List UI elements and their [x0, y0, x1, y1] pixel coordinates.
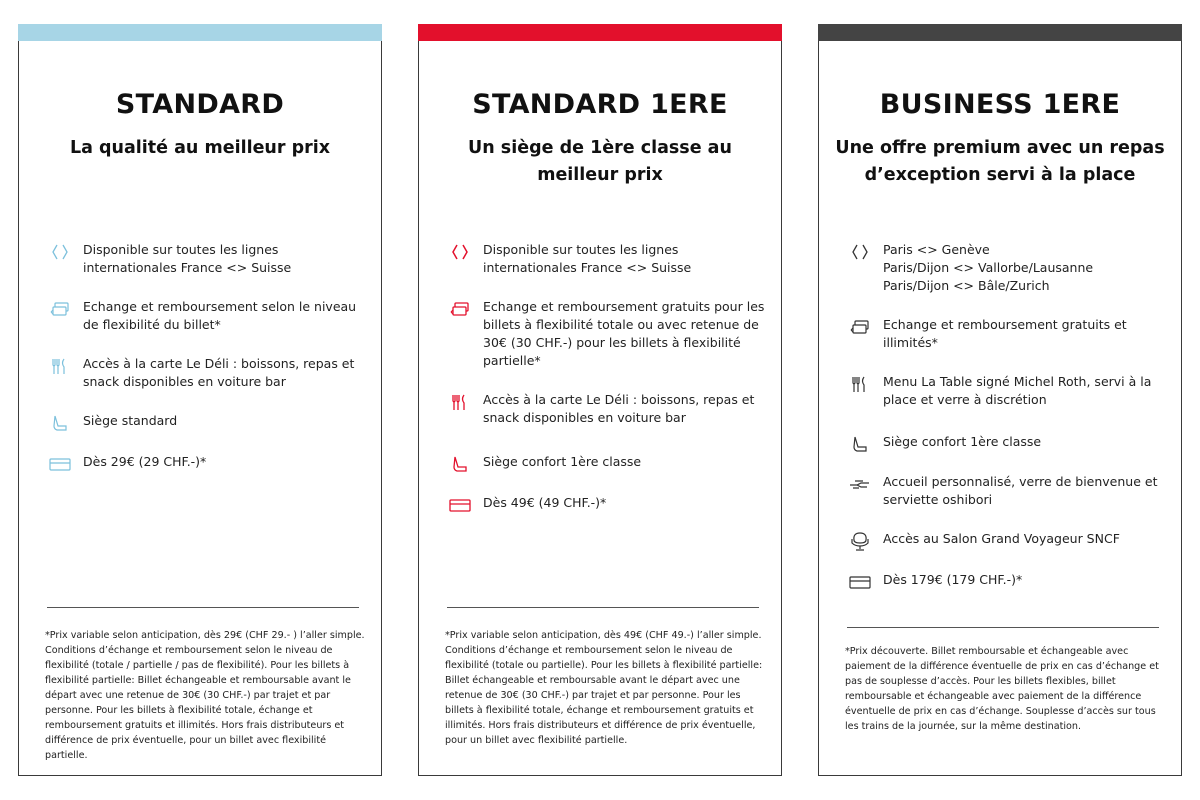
- card-subtitle: Un siège de 1ère classe au meilleur prix: [468, 138, 732, 185]
- feature-item: [449, 494, 765, 516]
- feature-text: Siège confort 1ère classe: [883, 434, 1042, 449]
- card-title: STANDARD 1ERE: [472, 89, 728, 120]
- chevrons-icon: [849, 241, 871, 263]
- divider: [447, 607, 759, 608]
- seat-icon: [449, 453, 471, 475]
- feature-text: Accès à la carte Le Déli : boissons, repas et snack disponibles en voiture bar: [83, 356, 355, 389]
- feature-item: [849, 241, 1165, 295]
- footnote: *Prix variable selon anticipation, dès 29€ (CHF 29.- ) l’aller simple. Conditions d’échange et remboursement selon le niveau de flexibilité (totale / partielle / pas de flexibilité). Pour les billets à flexibilité partielle: Billet échangeable et remboursable avant le départ avec une retenue de 30€ (30 CHF.-) par trajet et par personne. Pour les billets à flexibilité totale, échange et remboursement gratuits et illimités. Hors frais distributeurs et différence de prix éventuelle, pour un billet avec flexibilité partielle.: [45, 630, 365, 761]
- seat-icon: [49, 412, 71, 434]
- lounge-chair-icon: [849, 530, 871, 552]
- feature-text: Dès 179€ (179 CHF.-)*: [883, 572, 1023, 587]
- feature-text: Siège standard: [83, 413, 178, 428]
- card-title: BUSINESS 1ERE: [879, 89, 1121, 120]
- ticket-exchange-icon: [49, 298, 71, 320]
- feature-item: [449, 453, 765, 475]
- offer-card-standard-1ere: [418, 24, 782, 776]
- feature-item: [449, 241, 765, 277]
- feature-item: [849, 571, 1165, 593]
- feature-item: [49, 355, 365, 391]
- feature-item: [849, 530, 1165, 552]
- cutlery-icon: [49, 355, 71, 377]
- feature-text: Echange et remboursement selon le niveau de flexibilité du billet*: [83, 299, 357, 332]
- chevrons-icon: [49, 241, 71, 263]
- feature-item: [849, 433, 1165, 455]
- feature-text: Echange et remboursement gratuits et illimités*: [883, 317, 1127, 350]
- offer-card-standard: [18, 24, 382, 776]
- feature-item: [49, 453, 365, 475]
- feature-text: Accès au Salon Grand Voyageur SNCF: [883, 531, 1120, 546]
- feature-item: [849, 473, 1165, 509]
- feature-item: [849, 316, 1165, 352]
- feature-item: [449, 298, 765, 370]
- ticket-exchange-icon: [849, 316, 871, 338]
- feature-text: Accueil personnalisé, verre de bienvenue et serviette oshibori: [883, 474, 1158, 507]
- feature-text: Dès 29€ (29 CHF.-)*: [83, 454, 207, 469]
- divider: [847, 627, 1159, 628]
- feature-text: Menu La Table signé Michel Roth, servi à la place et verre à discrétion: [883, 374, 1152, 407]
- feature-text: Disponible sur toutes les lignes internationales France <> Suisse: [483, 242, 692, 275]
- credit-card-icon: [49, 453, 71, 475]
- feature-item: [849, 373, 1165, 409]
- credit-card-icon: [449, 494, 471, 516]
- card-subtitle: La qualité au meilleur prix: [69, 138, 331, 158]
- feature-item: [49, 412, 365, 434]
- footnote: *Prix découverte. Billet remboursable et échangeable avec paiement de la différence éventuelle de prix en cas d’échange et pas de souplesse d’accès. Pour les billets flexibles, billet remboursable et échangeable avec paiement de la différence éventuelle de prix en cas d’échange. Souplesse d’accès sur tous les trains de la journée, sur la même destination.: [845, 646, 1159, 732]
- offer-card-business-1ere: [818, 24, 1182, 776]
- divider: [47, 607, 359, 608]
- cutlery-icon: [849, 373, 871, 395]
- feature-text: Echange et remboursement gratuits pour les billets à flexibilité totale ou avec retenue de 30€ (30 CHF.-) pour les billets à flexibilité partielle*: [483, 299, 765, 368]
- card-subtitle: Une offre premium avec un repas d’exception servi à la place: [835, 138, 1165, 185]
- footnote: *Prix variable selon anticipation, dès 49€ (CHF 49.-) l’aller simple. Conditions d’échange et remboursement selon le niveau de flexibilité (totale ou partielle). Pour les billets à flexibilité partielle: Billet échangeable et remboursable avant le départ avec une retenue de 30€ (30 CHF.-) par trajet et par personne. Pour les billets à flexibilité totale, échange et remboursement gratuits et illimités. Hors frais distributeurs et différence de prix éventuelle, pour un billet avec flexibilité partielle.: [445, 630, 763, 746]
- feature-item: [449, 391, 765, 427]
- feature-item: [49, 241, 365, 277]
- ticket-exchange-icon: [449, 298, 471, 320]
- feature-text: Siège confort 1ère classe: [483, 454, 642, 469]
- card-accent-bar: [18, 24, 382, 41]
- cutlery-icon: [449, 391, 471, 413]
- credit-card-icon: [849, 571, 871, 593]
- feature-text: Paris <> Genève Paris/Dijon <> Vallorbe/Lausanne Paris/Dijon <> Bâle/Zurich: [883, 242, 1094, 293]
- feature-text: Dès 49€ (49 CHF.-)*: [483, 495, 607, 510]
- feature-text: Disponible sur toutes les lignes internationales France <> Suisse: [83, 242, 292, 275]
- welcome-hand-icon: [849, 473, 871, 495]
- chevrons-icon: [449, 241, 471, 263]
- card-accent-bar: [418, 24, 782, 41]
- feature-item: [49, 298, 365, 334]
- card-accent-bar: [818, 24, 1182, 41]
- feature-text: Accès à la carte Le Déli : boissons, repas et snack disponibles en voiture bar: [483, 392, 755, 425]
- card-title: STANDARD: [115, 89, 285, 120]
- seat-icon: [849, 433, 871, 455]
